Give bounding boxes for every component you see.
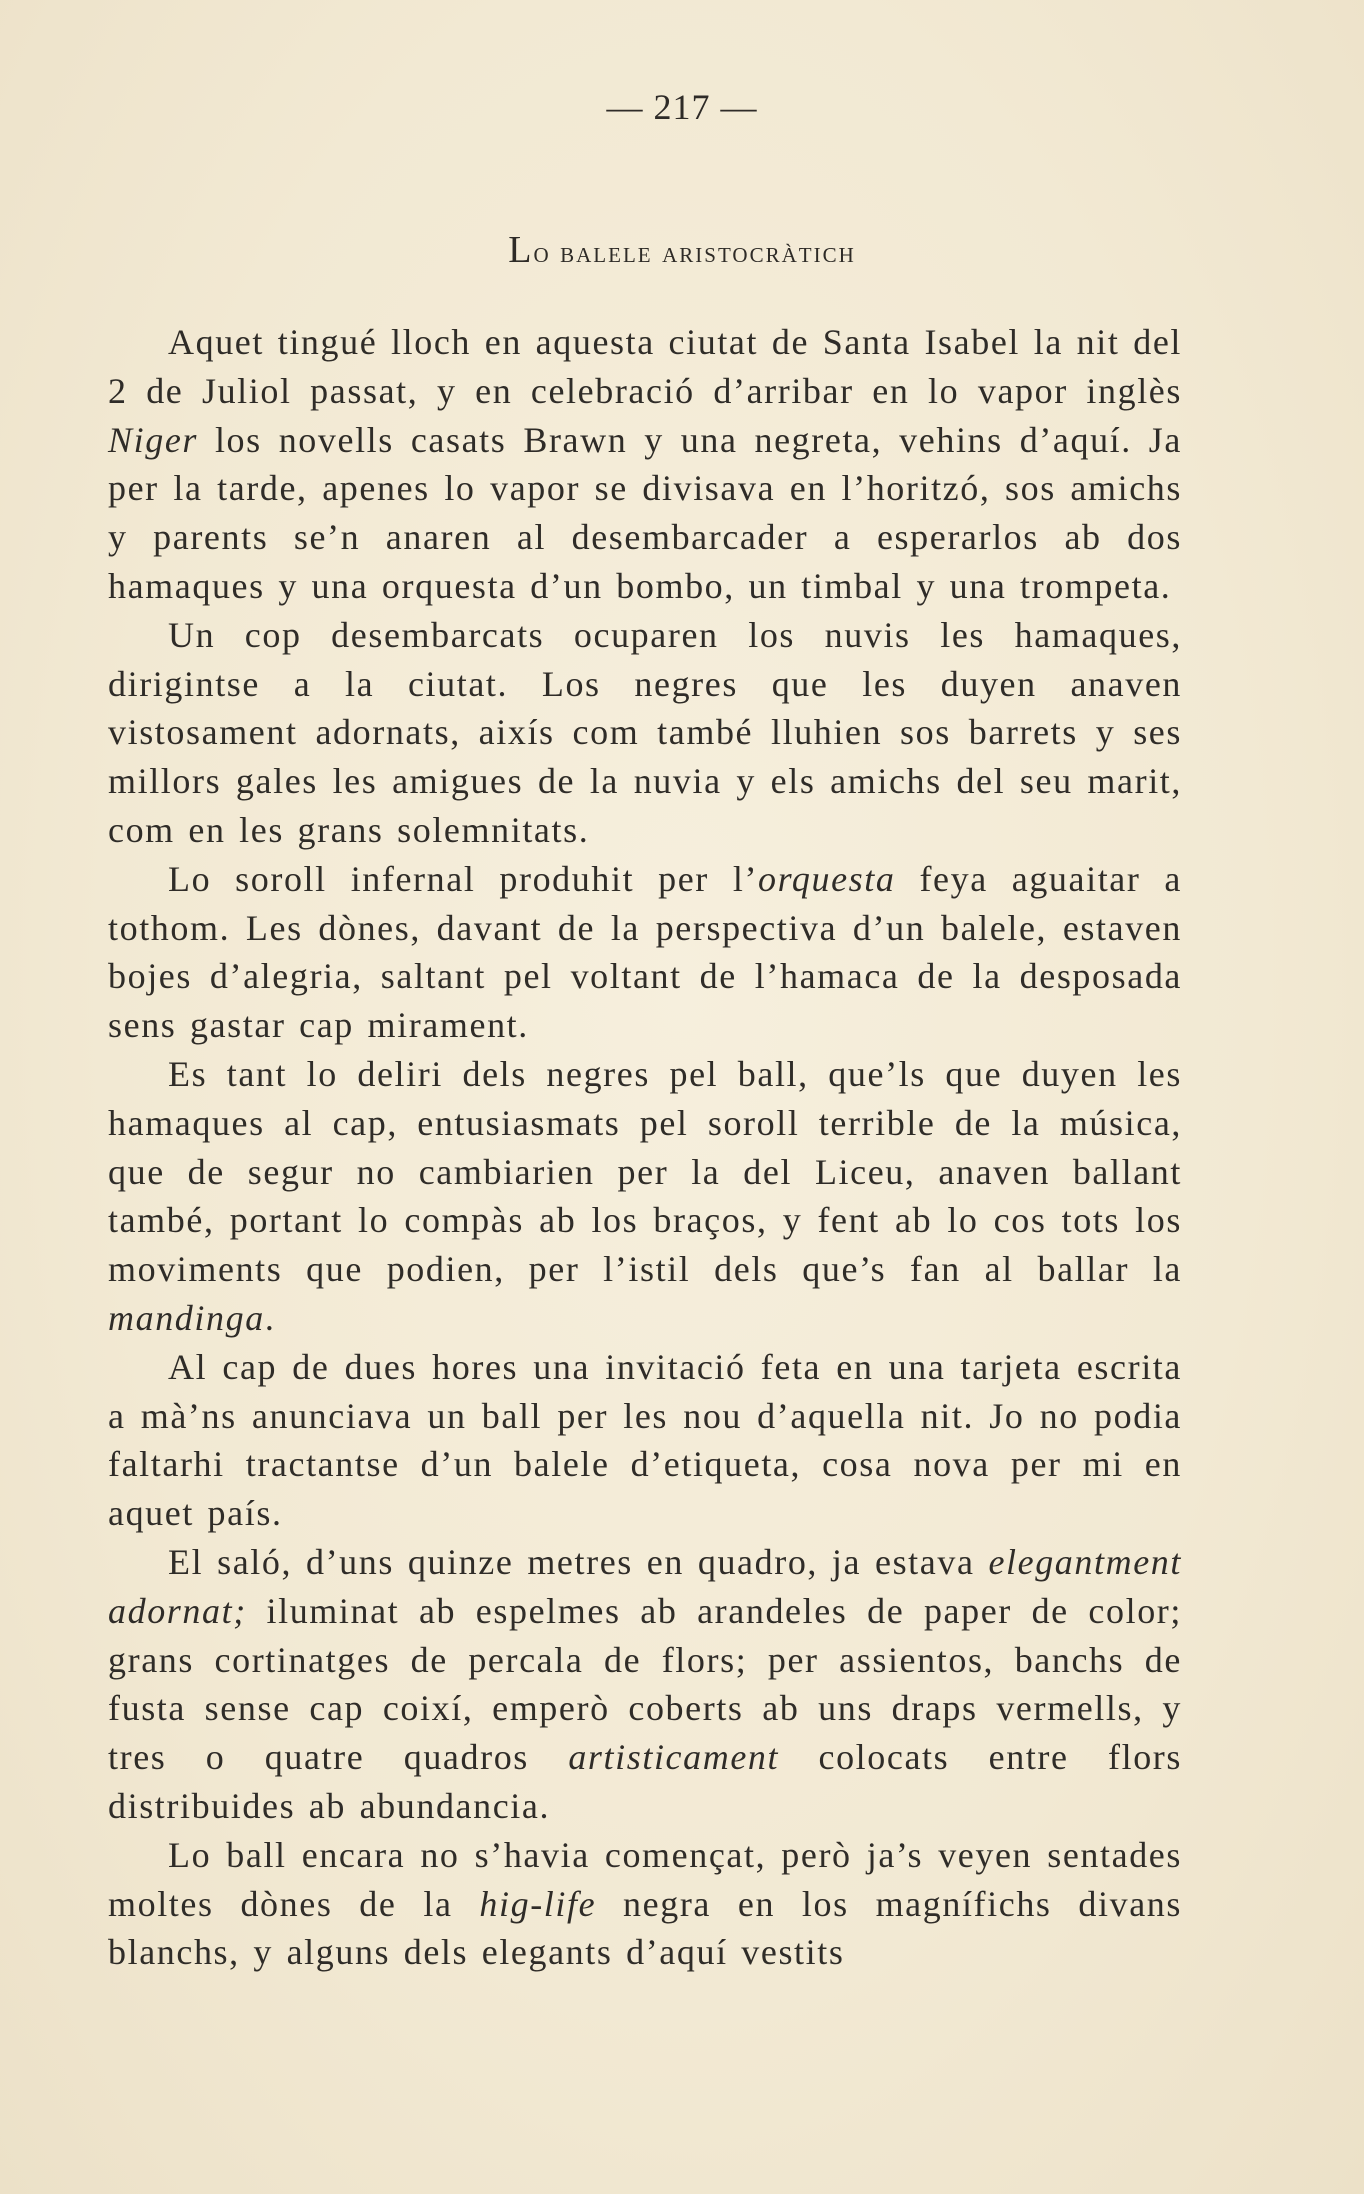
paragraph-6-text-a: El saló, d’uns quinze metres en quadro, ja estava <box>168 1541 989 1582</box>
chapter-title <box>0 228 1364 272</box>
paragraph-3-italic: orquesta <box>758 858 896 899</box>
paragraph-2 <box>108 611 1182 855</box>
title-rest: o balele aristocràtich <box>533 236 856 269</box>
paragraph-4-text-a: Es tant lo deliri dels negres pel ball, que’ls que duyen les hamaques al cap, entusiasmats pel soroll terrible de la música, que de segur no cambiarien per la del Liceu, anaven ballant també, portant lo compàs ab los braços, y fent ab lo cos tots los moviments que podien, per l’istil dels que’s fan al ballar la <box>108 1053 1182 1290</box>
body-text <box>108 318 1182 1977</box>
paragraph-1-text-a: Aquet tingué lloch en aquesta ciutat de Santa Isabel la nit del 2 de Juliol passat, y en celebració d’arribar en lo vapor inglès <box>108 322 1182 411</box>
paragraph-3 <box>108 855 1182 1050</box>
paragraph-3-text-b: feya aguaitar a tothom. Les dònes, davant de la perspectiva d’un balele, estaven bojes d’alegria, saltant pel voltant de l’hamaca de la desposada sens gastar cap mirament. <box>108 858 1183 1046</box>
paragraph-4-italic: mandinga <box>108 1297 265 1338</box>
paragraph-6 <box>108 1538 1182 1831</box>
paragraph-1 <box>108 318 1182 611</box>
paragraph-5 <box>108 1343 1182 1538</box>
paragraph-2-text: Un cop desembarcats ocuparen los nuvis les hamaques, dirigintse a la ciutat. Los negres que les duyen anaven vistosament adornats, aixís com també lluhien sos barrets y ses millors gales les amigues de la nuvia y els amichs del seu marit, com en les grans solemnitats. <box>108 614 1182 850</box>
paragraph-7-italic: hig-life <box>479 1883 597 1924</box>
paragraph-6-italic-2: artisticament <box>568 1737 780 1778</box>
paragraph-7 <box>108 1831 1182 1977</box>
paragraph-6-text-b: iluminat ab espelmes ab arandeles de paper de color; grans cortinatges de percala de flors; per assientos, banchs de fusta sense cap coixí, emperò coberts ab uns draps vermells, y tres o quatre quadros <box>108 1590 1182 1778</box>
paragraph-3-text-a: Lo soroll infernal produhit per l’ <box>168 858 759 899</box>
paragraph-7-text-a: Lo ball encara no s’havia començat, però ja’s veyen sentades moltes dònes de la <box>108 1834 1182 1924</box>
paragraph-4-text-b: . <box>264 1297 276 1338</box>
paragraph-1-italic: Niger <box>108 419 199 460</box>
page-number: — 217 — <box>606 87 758 127</box>
paragraph-4 <box>108 1050 1182 1343</box>
paragraph-1-text-b: los novells casats Brawn y una negreta, vehins d’aquí. Ja per la tarde, apenes lo vapor se divisava en l’horitzó, sos amichs y parents se’n anaren al desembarcader a esperarlos ab dos hamaques y una orquesta d’un bombo, un timbal y una trompeta. <box>108 419 1182 606</box>
title-initial: L <box>508 229 534 271</box>
paragraph-5-text: Al cap de dues hores una invitació feta en una tarjeta escrita a mà’ns anunciava un ball per les nou d’aquella nit. Jo no podia faltarhi tractantse d’un balele d’etiqueta, cosa nova per mi en aquet país. <box>108 1346 1182 1534</box>
paragraph-6-italic: elegantment adornat; <box>108 1541 1182 1631</box>
paragraph-6-text-c: colocats entre flors distribuides ab abundancia. <box>108 1737 1182 1826</box>
paragraph-7-text-b: negra en los magnífichs divans blanchs, y alguns dels elegants d’aquí vestits <box>108 1883 1182 1973</box>
